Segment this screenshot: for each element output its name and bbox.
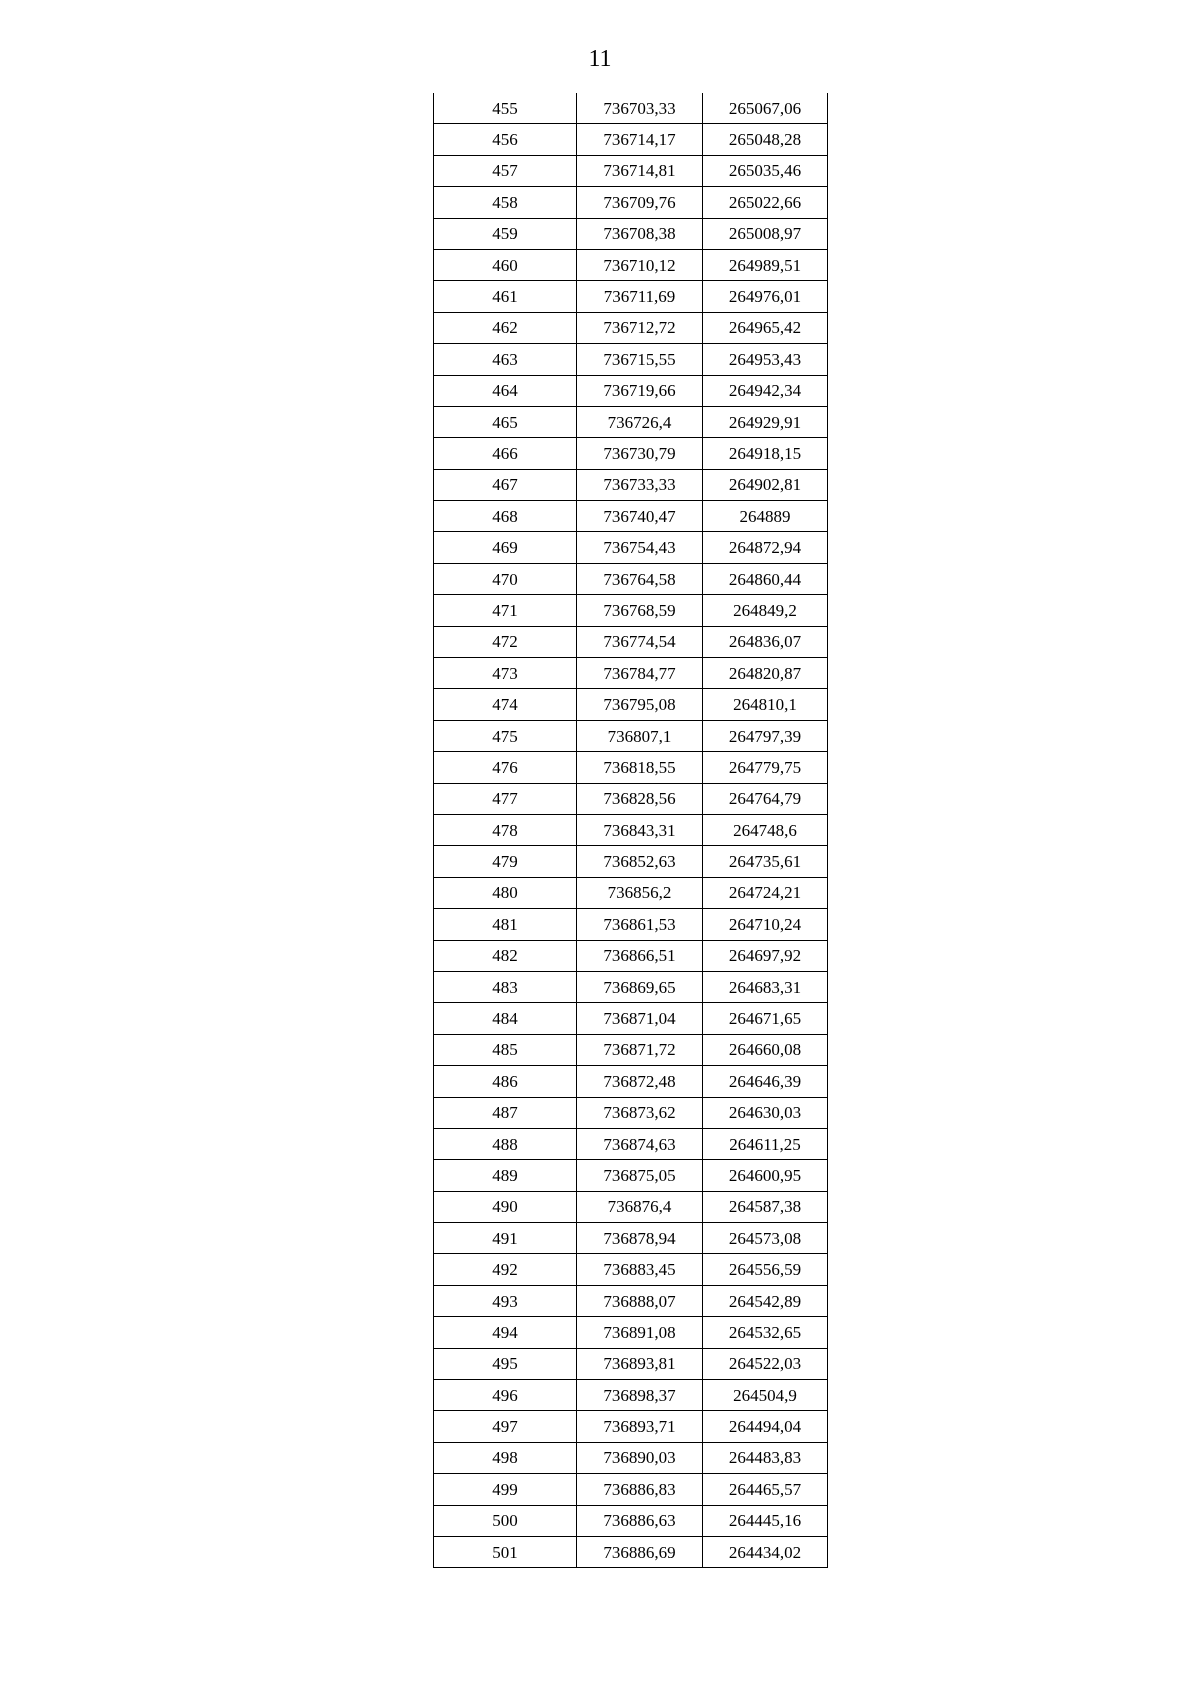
y-coordinate-cell: 265048,28 xyxy=(703,124,828,155)
x-coordinate-cell: 736714,81 xyxy=(577,155,703,186)
x-coordinate-cell: 736861,53 xyxy=(577,909,703,940)
x-coordinate-cell: 736818,55 xyxy=(577,752,703,783)
table-row xyxy=(434,720,828,751)
point-number-cell: 485 xyxy=(434,1034,577,1065)
table-row xyxy=(434,814,828,845)
y-coordinate-cell: 264779,75 xyxy=(703,752,828,783)
y-coordinate-cell: 264600,95 xyxy=(703,1160,828,1191)
point-number-cell: 473 xyxy=(434,658,577,689)
y-coordinate-cell: 265008,97 xyxy=(703,218,828,249)
point-number-cell: 488 xyxy=(434,1128,577,1159)
point-number-cell: 477 xyxy=(434,783,577,814)
y-coordinate-cell: 264630,03 xyxy=(703,1097,828,1128)
table-row xyxy=(434,1066,828,1097)
point-number-cell: 500 xyxy=(434,1505,577,1536)
point-number-cell: 483 xyxy=(434,971,577,1002)
point-number-cell: 484 xyxy=(434,1003,577,1034)
y-coordinate-cell: 265035,46 xyxy=(703,155,828,186)
y-coordinate-cell: 264929,91 xyxy=(703,406,828,437)
y-coordinate-cell: 264483,83 xyxy=(703,1442,828,1473)
table-row xyxy=(434,1034,828,1065)
x-coordinate-cell: 736893,81 xyxy=(577,1348,703,1379)
table-row xyxy=(434,1003,828,1034)
y-coordinate-cell: 264764,79 xyxy=(703,783,828,814)
table-row xyxy=(434,752,828,783)
y-coordinate-cell: 264820,87 xyxy=(703,658,828,689)
x-coordinate-cell: 736710,12 xyxy=(577,249,703,280)
table-row xyxy=(434,469,828,500)
x-coordinate-cell: 736856,2 xyxy=(577,877,703,908)
table-row xyxy=(434,501,828,532)
x-coordinate-cell: 736828,56 xyxy=(577,783,703,814)
table-row xyxy=(434,658,828,689)
point-number-cell: 501 xyxy=(434,1536,577,1567)
x-coordinate-cell: 736726,4 xyxy=(577,406,703,437)
y-coordinate-cell: 265022,66 xyxy=(703,187,828,218)
table-row xyxy=(434,1411,828,1442)
x-coordinate-cell: 736712,72 xyxy=(577,312,703,343)
x-coordinate-cell: 736886,83 xyxy=(577,1474,703,1505)
table-row xyxy=(434,1285,828,1316)
x-coordinate-cell: 736875,05 xyxy=(577,1160,703,1191)
table-row xyxy=(434,563,828,594)
point-number-cell: 471 xyxy=(434,595,577,626)
x-coordinate-cell: 736873,62 xyxy=(577,1097,703,1128)
table-row xyxy=(434,375,828,406)
table-row xyxy=(434,218,828,249)
point-number-cell: 465 xyxy=(434,406,577,437)
x-coordinate-cell: 736874,63 xyxy=(577,1128,703,1159)
table-row xyxy=(434,281,828,312)
y-coordinate-cell: 264494,04 xyxy=(703,1411,828,1442)
x-coordinate-cell: 736898,37 xyxy=(577,1380,703,1411)
x-coordinate-cell: 736852,63 xyxy=(577,846,703,877)
y-coordinate-cell: 264611,25 xyxy=(703,1128,828,1159)
table-row xyxy=(434,1505,828,1536)
table-row xyxy=(434,249,828,280)
x-coordinate-cell: 736774,54 xyxy=(577,626,703,657)
table-row xyxy=(434,532,828,563)
point-number-cell: 497 xyxy=(434,1411,577,1442)
y-coordinate-cell: 264710,24 xyxy=(703,909,828,940)
x-coordinate-cell: 736890,03 xyxy=(577,1442,703,1473)
table-row xyxy=(434,312,828,343)
point-number-cell: 472 xyxy=(434,626,577,657)
point-number-cell: 478 xyxy=(434,814,577,845)
y-coordinate-cell: 264889 xyxy=(703,501,828,532)
point-number-cell: 462 xyxy=(434,312,577,343)
table-row xyxy=(434,909,828,940)
y-coordinate-cell: 264556,59 xyxy=(703,1254,828,1285)
y-coordinate-cell: 264434,02 xyxy=(703,1536,828,1567)
y-coordinate-cell: 264735,61 xyxy=(703,846,828,877)
y-coordinate-cell: 264860,44 xyxy=(703,563,828,594)
x-coordinate-cell: 736878,94 xyxy=(577,1223,703,1254)
page-number: 11 xyxy=(588,46,612,72)
point-number-cell: 475 xyxy=(434,720,577,751)
point-number-cell: 479 xyxy=(434,846,577,877)
point-number-cell: 458 xyxy=(434,187,577,218)
table-row xyxy=(434,877,828,908)
y-coordinate-cell: 264504,9 xyxy=(703,1380,828,1411)
table-row xyxy=(434,1191,828,1222)
y-coordinate-cell: 264989,51 xyxy=(703,249,828,280)
table-row xyxy=(434,1223,828,1254)
x-coordinate-cell: 736711,69 xyxy=(577,281,703,312)
point-number-cell: 496 xyxy=(434,1380,577,1411)
point-number-cell: 456 xyxy=(434,124,577,155)
table-row xyxy=(434,595,828,626)
point-number-cell: 459 xyxy=(434,218,577,249)
y-coordinate-cell: 264445,16 xyxy=(703,1505,828,1536)
y-coordinate-cell: 264646,39 xyxy=(703,1066,828,1097)
point-number-cell: 481 xyxy=(434,909,577,940)
x-coordinate-cell: 736888,07 xyxy=(577,1285,703,1316)
table-row xyxy=(434,783,828,814)
y-coordinate-cell: 264849,2 xyxy=(703,595,828,626)
x-coordinate-cell: 736764,58 xyxy=(577,563,703,594)
point-number-cell: 474 xyxy=(434,689,577,720)
x-coordinate-cell: 736807,1 xyxy=(577,720,703,751)
point-number-cell: 493 xyxy=(434,1285,577,1316)
y-coordinate-cell: 264573,08 xyxy=(703,1223,828,1254)
x-coordinate-cell: 736893,71 xyxy=(577,1411,703,1442)
point-number-cell: 482 xyxy=(434,940,577,971)
x-coordinate-cell: 736730,79 xyxy=(577,438,703,469)
table-row xyxy=(434,1160,828,1191)
table-row xyxy=(434,438,828,469)
table-row xyxy=(434,1128,828,1159)
x-coordinate-cell: 736740,47 xyxy=(577,501,703,532)
x-coordinate-cell: 736843,31 xyxy=(577,814,703,845)
table-row xyxy=(434,1536,828,1567)
x-coordinate-cell: 736871,04 xyxy=(577,1003,703,1034)
y-coordinate-cell: 264697,92 xyxy=(703,940,828,971)
x-coordinate-cell: 736886,63 xyxy=(577,1505,703,1536)
y-coordinate-cell: 264660,08 xyxy=(703,1034,828,1065)
point-number-cell: 469 xyxy=(434,532,577,563)
table-row xyxy=(434,187,828,218)
point-number-cell: 464 xyxy=(434,375,577,406)
point-number-cell: 495 xyxy=(434,1348,577,1379)
table-row xyxy=(434,1442,828,1473)
point-number-cell: 490 xyxy=(434,1191,577,1222)
table-row xyxy=(434,344,828,375)
x-coordinate-cell: 736715,55 xyxy=(577,344,703,375)
x-coordinate-cell: 736703,33 xyxy=(577,93,703,124)
table-row xyxy=(434,1254,828,1285)
y-coordinate-cell: 264953,43 xyxy=(703,344,828,375)
x-coordinate-cell: 736714,17 xyxy=(577,124,703,155)
point-number-cell: 499 xyxy=(434,1474,577,1505)
x-coordinate-cell: 736872,48 xyxy=(577,1066,703,1097)
table-row xyxy=(434,1348,828,1379)
y-coordinate-cell: 264465,57 xyxy=(703,1474,828,1505)
x-coordinate-cell: 736709,76 xyxy=(577,187,703,218)
y-coordinate-cell: 264671,65 xyxy=(703,1003,828,1034)
x-coordinate-cell: 736869,65 xyxy=(577,971,703,1002)
x-coordinate-cell: 736795,08 xyxy=(577,689,703,720)
point-number-cell: 463 xyxy=(434,344,577,375)
x-coordinate-cell: 736891,08 xyxy=(577,1317,703,1348)
point-number-cell: 486 xyxy=(434,1066,577,1097)
y-coordinate-cell: 264902,81 xyxy=(703,469,828,500)
x-coordinate-cell: 736719,66 xyxy=(577,375,703,406)
y-coordinate-cell: 264748,6 xyxy=(703,814,828,845)
y-coordinate-cell: 264532,65 xyxy=(703,1317,828,1348)
y-coordinate-cell: 264683,31 xyxy=(703,971,828,1002)
x-coordinate-cell: 736754,43 xyxy=(577,532,703,563)
x-coordinate-cell: 736876,4 xyxy=(577,1191,703,1222)
table-row xyxy=(434,1380,828,1411)
table-row xyxy=(434,155,828,186)
point-number-cell: 455 xyxy=(434,93,577,124)
table-row xyxy=(434,626,828,657)
point-number-cell: 491 xyxy=(434,1223,577,1254)
table-row xyxy=(434,846,828,877)
y-coordinate-cell: 264797,39 xyxy=(703,720,828,751)
table-row xyxy=(434,406,828,437)
coordinates-table xyxy=(433,93,828,1568)
table-row xyxy=(434,1097,828,1128)
x-coordinate-cell: 736708,38 xyxy=(577,218,703,249)
point-number-cell: 460 xyxy=(434,249,577,280)
x-coordinate-cell: 736784,77 xyxy=(577,658,703,689)
point-number-cell: 467 xyxy=(434,469,577,500)
table-row xyxy=(434,93,828,124)
point-number-cell: 457 xyxy=(434,155,577,186)
point-number-cell: 498 xyxy=(434,1442,577,1473)
table-row xyxy=(434,689,828,720)
y-coordinate-cell: 264542,89 xyxy=(703,1285,828,1316)
point-number-cell: 461 xyxy=(434,281,577,312)
point-number-cell: 487 xyxy=(434,1097,577,1128)
y-coordinate-cell: 264587,38 xyxy=(703,1191,828,1222)
coordinates-table-body xyxy=(434,93,828,1568)
y-coordinate-cell: 264810,1 xyxy=(703,689,828,720)
y-coordinate-cell: 264724,21 xyxy=(703,877,828,908)
x-coordinate-cell: 736886,69 xyxy=(577,1536,703,1567)
table-row xyxy=(434,1474,828,1505)
y-coordinate-cell: 264872,94 xyxy=(703,532,828,563)
table-row xyxy=(434,971,828,1002)
y-coordinate-cell: 264836,07 xyxy=(703,626,828,657)
y-coordinate-cell: 264942,34 xyxy=(703,375,828,406)
point-number-cell: 466 xyxy=(434,438,577,469)
y-coordinate-cell: 264976,01 xyxy=(703,281,828,312)
x-coordinate-cell: 736866,51 xyxy=(577,940,703,971)
x-coordinate-cell: 736768,59 xyxy=(577,595,703,626)
point-number-cell: 468 xyxy=(434,501,577,532)
x-coordinate-cell: 736883,45 xyxy=(577,1254,703,1285)
x-coordinate-cell: 736733,33 xyxy=(577,469,703,500)
point-number-cell: 494 xyxy=(434,1317,577,1348)
point-number-cell: 489 xyxy=(434,1160,577,1191)
point-number-cell: 470 xyxy=(434,563,577,594)
point-number-cell: 480 xyxy=(434,877,577,908)
y-coordinate-cell: 265067,06 xyxy=(703,93,828,124)
table-row xyxy=(434,1317,828,1348)
point-number-cell: 492 xyxy=(434,1254,577,1285)
y-coordinate-cell: 264918,15 xyxy=(703,438,828,469)
point-number-cell: 476 xyxy=(434,752,577,783)
x-coordinate-cell: 736871,72 xyxy=(577,1034,703,1065)
y-coordinate-cell: 264522,03 xyxy=(703,1348,828,1379)
table-row xyxy=(434,124,828,155)
table-row xyxy=(434,940,828,971)
y-coordinate-cell: 264965,42 xyxy=(703,312,828,343)
